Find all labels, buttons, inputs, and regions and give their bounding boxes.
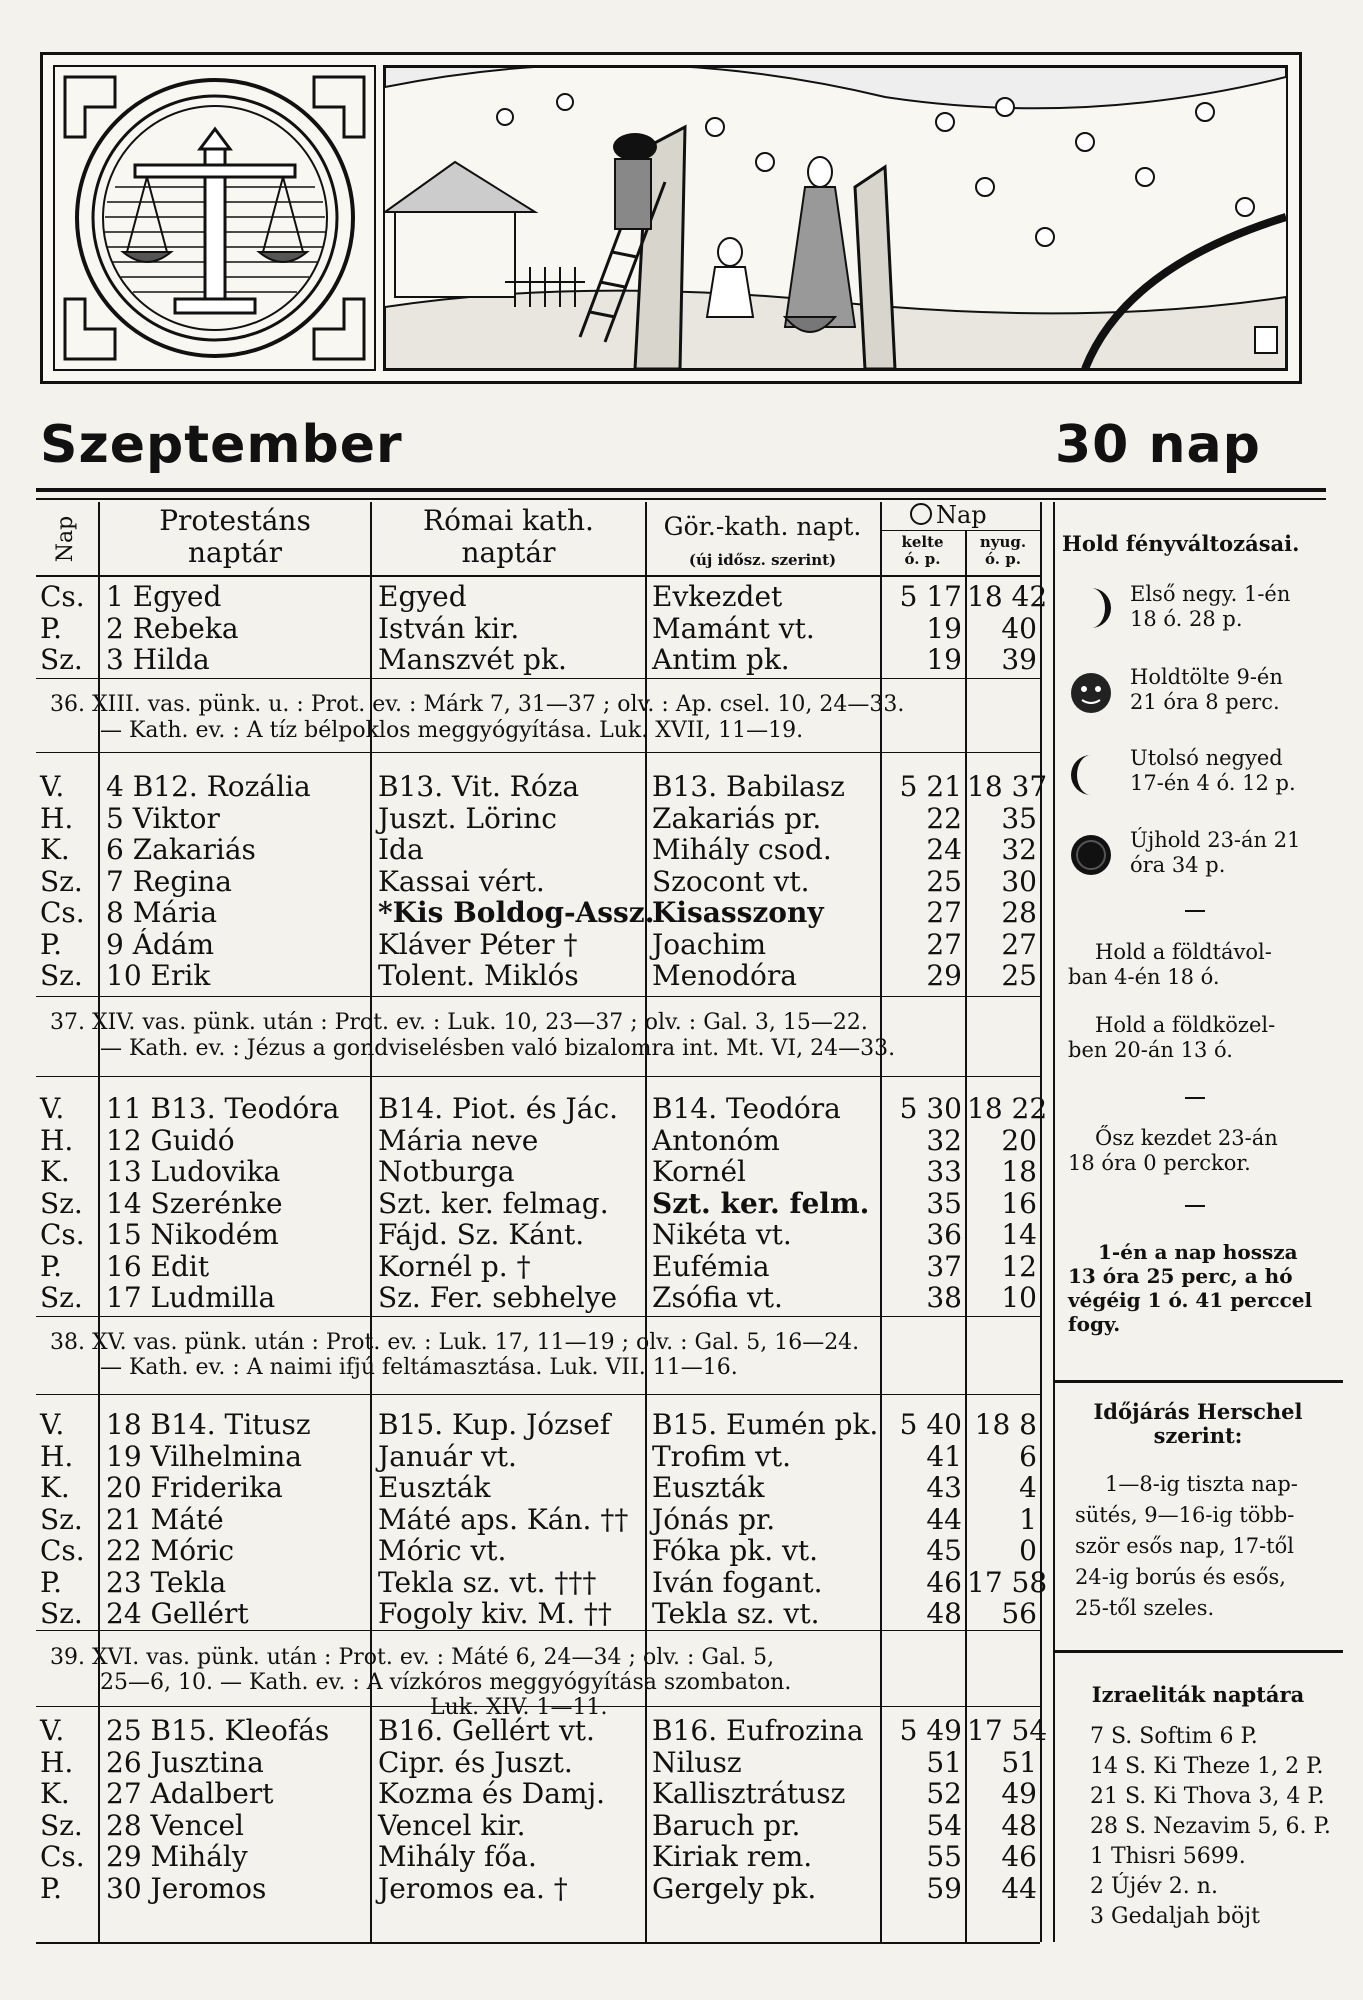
cell-n: 56 (1001, 1597, 1037, 1630)
cell-day: Cs. (40, 1218, 85, 1251)
cell-n: 18 (1001, 1155, 1037, 1188)
banner-illustration (40, 52, 1302, 384)
cell-rom: Mihály főa. (378, 1840, 537, 1873)
cell-prot: 1 Egyed (106, 580, 222, 613)
week-separator (36, 1630, 1040, 1631)
cell-gor: Baruch pr. (652, 1808, 801, 1842)
top-rule-thin (36, 498, 1326, 500)
israel-item: 2 Újév 2. n. (1090, 1874, 1218, 1899)
cell-day: Sz. (40, 1186, 83, 1220)
cell-prot: 17 Ludmilla (106, 1281, 276, 1314)
cell-prot: 15 Nikodém (106, 1218, 279, 1251)
cell-day: Sz. (40, 1597, 83, 1630)
cell-day: Sz. (40, 959, 83, 992)
cell-n: 0 (1019, 1534, 1037, 1567)
week-note: — Kath. ev. : A tíz bélpoklos meggyógyítása. Luk. XVII, 11—19. (100, 718, 804, 743)
cell-gor: Nilusz (652, 1745, 742, 1779)
cell-k: 59 (926, 1871, 962, 1905)
cell-prot: 8 Mária (106, 896, 218, 929)
header-gor-1: Gör.-kath. napt. (663, 512, 862, 541)
cell-n: 6 (1019, 1439, 1037, 1473)
cell-n: 39 (1001, 643, 1037, 676)
week-note: — Kath. ev. : A naimi ifjú feltámasztása. Luk. VII. 11—16. (100, 1355, 738, 1380)
cell-prot: 16 Edit (106, 1249, 210, 1283)
header-prot-2: naptár (188, 536, 282, 569)
cell-k: 45 (926, 1534, 962, 1567)
cell-prot: 21 Máté (106, 1502, 224, 1536)
cell-k: 22 (926, 801, 962, 835)
first-quarter-moon-icon (1068, 585, 1114, 631)
header-sun-label: Nap (936, 501, 987, 529)
cell-rom: Euszták (378, 1471, 491, 1504)
cell-rom: Kassai vért. (378, 864, 545, 898)
cell-k: 54 (926, 1808, 962, 1842)
cell-n: 27 (1001, 927, 1037, 961)
cell-gor: Kornél (652, 1155, 746, 1188)
weather-line-3: ször esős nap, 17-től (1075, 1534, 1294, 1558)
cell-day: K. (40, 1471, 70, 1504)
phase-4-line-1: Újhold 23-án 21 (1130, 828, 1301, 852)
israel-item: 3 Gedaljah böjt (1090, 1904, 1260, 1929)
cell-n: 51 (1001, 1745, 1037, 1779)
cell-rom: István kir. (378, 611, 520, 645)
israel-item: 28 S. Nezavim 5, 6. P. (1090, 1814, 1331, 1839)
cell-n: 48 (1001, 1808, 1037, 1842)
col-divider-side-2 (1053, 502, 1055, 1942)
header-nyug-1: nyug. (979, 533, 1027, 551)
israel-rule (1053, 1650, 1343, 1653)
cell-day: P. (40, 1565, 63, 1599)
cell-rom: Fájd. Sz. Kánt. (378, 1218, 585, 1251)
cell-n: 18 42 (967, 580, 1048, 613)
cell-rom: Manszvét pk. (378, 643, 567, 676)
cell-gor: Trofim vt. (652, 1439, 792, 1473)
cell-gor: B16. Eufrozina (652, 1714, 864, 1747)
sun-icon (910, 503, 932, 525)
week-separator (36, 1316, 1040, 1317)
apogee-line-2: ban 4-én 18 ó. (1068, 965, 1220, 989)
cell-n: 16 (1001, 1186, 1037, 1220)
cell-n: 46 (1001, 1840, 1037, 1873)
cell-rom: Szt. ker. felmag. (378, 1186, 609, 1220)
cell-prot: 5 Viktor (106, 801, 220, 835)
cell-n: 12 (1001, 1249, 1037, 1283)
top-rule (36, 488, 1326, 492)
libra-scales-emblem (53, 65, 376, 371)
cell-n: 10 (1001, 1281, 1037, 1314)
cell-rom: Vencel kir. (378, 1808, 526, 1842)
cell-n: 14 (1001, 1218, 1037, 1251)
cell-prot: 27 Adalbert (106, 1777, 274, 1810)
daylength-line-3: végéig 1 ó. 41 perccel (1068, 1288, 1313, 1312)
cell-k: 51 (926, 1745, 962, 1779)
cell-k: 5 30 (899, 1092, 962, 1125)
cell-rom: Cipr. és Juszt. (378, 1745, 573, 1779)
cell-k: 46 (926, 1565, 962, 1599)
cell-day: Sz. (40, 1502, 83, 1536)
apogee-line-1: Hold a földtávol- (1095, 940, 1272, 964)
cell-rom: B16. Gellért vt. (378, 1714, 595, 1747)
cell-rom: Móric vt. (378, 1534, 507, 1567)
cell-n: 20 (1001, 1123, 1037, 1157)
cell-rom: Tolent. Miklós (378, 959, 579, 992)
cell-gor: Nikéta vt. (652, 1218, 792, 1251)
cell-gor: Szocont vt. (652, 864, 810, 898)
cell-n: 35 (1001, 801, 1037, 835)
cell-prot: 14 Szerénke (106, 1186, 283, 1220)
cell-prot: 25 B15. Kleofás (106, 1714, 330, 1747)
cell-k: 36 (926, 1218, 962, 1251)
cell-n: 32 (1001, 833, 1037, 866)
cell-n: 40 (1001, 611, 1037, 645)
cell-k: 33 (926, 1155, 962, 1188)
cell-rom: Kornél p. † (378, 1249, 531, 1283)
cell-day: K. (40, 1155, 70, 1188)
week-separator (36, 996, 1040, 997)
cell-n: 18 37 (967, 770, 1048, 803)
week-note: Luk. XIV. 1—11. (430, 1695, 608, 1720)
cell-prot: 9 Ádám (106, 927, 215, 961)
full-moon-icon (1068, 670, 1114, 716)
phase-1-line-1: Első negy. 1-én (1130, 582, 1291, 606)
cell-rom: Kláver Péter † (378, 927, 578, 961)
cell-k: 27 (926, 896, 962, 929)
cell-rom: Jeromos ea. † (378, 1871, 568, 1905)
phase-3-line-1: Utolsó negyed (1130, 746, 1283, 770)
cell-rom: Mária neve (378, 1123, 539, 1157)
cell-day: P. (40, 1871, 63, 1905)
perigee-line-2: ben 20-án 13 ó. (1068, 1038, 1233, 1062)
cell-prot: 22 Móric (106, 1534, 235, 1567)
autumn-line-1: Ősz kezdet 23-án (1095, 1126, 1278, 1150)
cell-gor: Kiriak rem. (652, 1840, 813, 1873)
cell-k: 48 (926, 1597, 962, 1630)
cell-n: 17 54 (967, 1714, 1048, 1747)
week-separator (36, 1394, 1040, 1395)
cell-day: Sz. (40, 1281, 83, 1314)
cell-day: Cs. (40, 1534, 85, 1567)
cell-rom: Notburga (378, 1155, 515, 1188)
cell-gor: Eufémia (652, 1249, 770, 1283)
header-gor-2: (új idősz. szerint) (688, 551, 837, 569)
cell-k: 41 (926, 1439, 962, 1473)
cell-prot: 4 B12. Rozália (106, 770, 311, 803)
cell-k: 27 (926, 927, 962, 961)
cell-day: V. (40, 1408, 65, 1441)
perigee-line-1: Hold a földközel- (1095, 1013, 1276, 1037)
cell-n: 44 (1001, 1871, 1037, 1905)
cell-prot: 7 Regina (106, 864, 232, 898)
cell-prot: 26 Jusztina (106, 1745, 264, 1779)
weather-title-1: Időjárás Herschel (1093, 1399, 1303, 1424)
daylength-line-2: 13 óra 25 perc, a hó (1068, 1264, 1293, 1288)
sidebar-dash (1185, 910, 1205, 912)
cell-rom: Január vt. (378, 1439, 517, 1473)
cell-rom: B14. Piot. és Jác. (378, 1092, 619, 1125)
cell-day: P. (40, 1249, 63, 1283)
cell-n: 28 (1001, 896, 1037, 929)
cell-day: H. (40, 1123, 74, 1157)
cell-gor: Evkezdet (652, 580, 783, 613)
cell-day: V. (40, 1714, 65, 1747)
cell-gor: Mamánt vt. (652, 611, 815, 645)
cell-k: 52 (926, 1777, 962, 1810)
week-separator (36, 752, 1040, 753)
phase-1-line-2: 18 ó. 28 p. (1130, 607, 1243, 631)
cell-day: P. (40, 927, 63, 961)
week-note: 38. XV. vas. pünk. után : Prot. ev. : Luk. 17, 11—19 ; olv. : Gal. 5, 16—24. (50, 1330, 860, 1355)
cell-k: 5 21 (899, 770, 962, 803)
table-bottom-rule (36, 1942, 1040, 1944)
cell-gor: Kallisztrátusz (652, 1777, 846, 1810)
cell-prot: 23 Tekla (106, 1565, 227, 1599)
cell-rom: Máté aps. Kán. †† (378, 1502, 629, 1536)
cell-k: 19 (926, 643, 962, 676)
phase-2-line-1: Holdtölte 9-én (1130, 665, 1283, 689)
header-kelte-1: kelte (901, 533, 944, 551)
cell-prot: 29 Mihály (106, 1840, 248, 1873)
cell-k: 37 (926, 1249, 962, 1283)
cell-rom: Egyed (378, 580, 467, 613)
cell-k: 38 (926, 1281, 962, 1314)
cell-gor: Antonóm (652, 1123, 780, 1157)
week-note: 25—6, 10. — Kath. ev. : A vízkóros meggyógyítása szombaton. (100, 1670, 792, 1695)
cell-prot: 2 Rebeka (106, 611, 239, 645)
cell-k: 5 17 (899, 580, 962, 613)
cell-day: P. (40, 611, 63, 645)
cell-k: 19 (926, 611, 962, 645)
cell-gor: Antim pk. (652, 643, 790, 676)
week-note: 36. XIII. vas. pünk. u. : Prot. ev. : Márk 7, 31—37 ; olv. : Ap. csel. 10, 24—33. (50, 692, 905, 717)
header-bottom-rule (36, 575, 1040, 577)
cell-n: 30 (1001, 864, 1037, 898)
cell-gor: Zsófia vt. (652, 1281, 783, 1314)
autumn-line-2: 18 óra 0 perckor. (1068, 1151, 1251, 1175)
cell-gor: B15. Eumén pk. (652, 1408, 879, 1441)
cell-gor: B13. Babilasz (652, 770, 845, 803)
cell-rom: B15. Kup. József (378, 1408, 611, 1441)
cell-n: 49 (1001, 1777, 1037, 1810)
cell-prot: 30 Jeromos (106, 1871, 267, 1905)
header-kelte-2: ó. p. (904, 550, 941, 568)
cell-prot: 20 Friderika (106, 1471, 283, 1504)
cell-rom: Ida (378, 833, 424, 866)
weather-line-2: sütés, 9—16-ig több- (1075, 1503, 1295, 1527)
cell-prot: 6 Zakariás (106, 833, 256, 866)
cell-gor: Szt. ker. felm. (652, 1186, 870, 1220)
cell-rom: *Kis Boldog-Assz. (378, 896, 655, 929)
cell-day: Sz. (40, 643, 83, 676)
header-rom-1: Római kath. (423, 504, 594, 537)
sidebar-dash (1185, 1205, 1205, 1207)
week-note: — Kath. ev. : Jézus a gondviselésben való bizalomra int. Mt. VI, 24—33. (100, 1036, 896, 1061)
cell-day: H. (40, 1745, 74, 1779)
cell-n: 1 (1019, 1502, 1037, 1536)
cell-gor: Menodóra (652, 959, 797, 992)
israel-item: 7 S. Softim 6 P. (1090, 1724, 1258, 1749)
cell-gor: Euszták (652, 1471, 765, 1504)
phase-3-line-2: 17-én 4 ó. 12 p. (1130, 771, 1296, 795)
phase-4-line-2: óra 34 p. (1130, 853, 1226, 877)
header-nap: Nap (53, 515, 78, 563)
phase-2-line-2: 21 óra 8 perc. (1130, 690, 1280, 714)
week-note: 37. XIV. vas. pünk. után : Prot. ev. : Luk. 10, 23—37 ; olv. : Gal. 3, 15—22. (50, 1010, 868, 1035)
cell-n: 17 58 (967, 1565, 1048, 1599)
header-prot-1: Protestáns (159, 504, 311, 537)
cell-gor: Kisasszony (652, 896, 824, 929)
cell-day: Cs. (40, 896, 85, 929)
days-count: 30 nap (1055, 415, 1261, 475)
cell-k: 29 (926, 959, 962, 992)
cell-rom: Tekla sz. vt. ††† (378, 1565, 597, 1599)
cell-day: Cs. (40, 1840, 85, 1873)
cell-day: V. (40, 770, 65, 803)
cell-n: 25 (1001, 959, 1037, 992)
israel-item: 21 S. Ki Thova 3, 4 P. (1090, 1784, 1325, 1809)
sidebar-dash (1185, 1097, 1205, 1099)
last-quarter-moon-icon (1068, 752, 1114, 798)
cell-prot: 12 Guidó (106, 1123, 235, 1157)
cell-n: 18 8 (974, 1408, 1037, 1441)
israel-item: 1 Thisri 5699. (1090, 1844, 1246, 1869)
cell-gor: Fóka pk. vt. (652, 1534, 818, 1567)
cell-gor: Joachim (652, 927, 766, 961)
cell-gor: Mihály csod. (652, 833, 832, 866)
cell-day: Cs. (40, 580, 85, 613)
cell-prot: 19 Vilhelmina (106, 1439, 302, 1473)
cell-prot: 3 Hilda (106, 643, 210, 676)
cell-gor: Tekla sz. vt. (652, 1597, 820, 1630)
header-nyug-2: ó. p. (985, 550, 1021, 568)
moon-phases-title: Hold fényváltozásai. (1062, 531, 1300, 556)
cell-gor: Gergely pk. (652, 1871, 817, 1905)
israel-item: 14 S. Ki Theze 1, 2 P. (1090, 1754, 1324, 1779)
weather-line-5: 25-től szeles. (1075, 1596, 1215, 1620)
cell-prot: 13 Ludovika (106, 1155, 281, 1188)
cell-day: K. (40, 833, 70, 866)
cell-prot: 10 Erik (106, 959, 211, 992)
cell-day: H. (40, 1439, 74, 1473)
weather-line-4: 24-ig borús és esős, (1075, 1565, 1286, 1589)
weather-title-2: szerint: (1153, 1423, 1243, 1448)
header-sun (910, 500, 987, 530)
cell-rom: Kozma és Damj. (378, 1777, 606, 1810)
cell-day: V. (40, 1092, 65, 1125)
cell-gor: Jónás pr. (652, 1502, 776, 1536)
cell-gor: B14. Teodóra (652, 1092, 841, 1125)
cell-day: Sz. (40, 864, 83, 898)
cell-k: 24 (926, 833, 962, 866)
cell-day: K. (40, 1777, 70, 1810)
daylength-line-4: fogy. (1068, 1312, 1121, 1336)
cell-prot: 28 Vencel (106, 1808, 244, 1842)
apple-harvest-scene (383, 65, 1288, 371)
cell-prot: 24 Gellért (106, 1597, 249, 1630)
cell-gor: Iván fogant. (652, 1565, 823, 1599)
cell-k: 5 40 (899, 1408, 962, 1441)
cell-k: 44 (926, 1502, 962, 1536)
cell-k: 35 (926, 1186, 962, 1220)
cell-rom: B13. Vit. Róza (378, 770, 580, 803)
cell-n: 18 22 (967, 1092, 1048, 1125)
cell-n: 4 (1019, 1471, 1037, 1504)
header-sun-rule (880, 530, 1040, 531)
cell-k: 25 (926, 864, 962, 898)
header-rom-2: naptár (461, 536, 556, 569)
week-note: 39. XVI. vas. pünk. után : Prot. ev. : Máté 6, 24—34 ; olv. : Gal. 5, (50, 1645, 775, 1670)
new-moon-icon (1068, 832, 1114, 878)
weather-rule (1053, 1380, 1343, 1383)
cell-prot: 18 B14. Titusz (106, 1408, 311, 1441)
week-separator (36, 678, 1040, 679)
weather-line-1: 1—8-ig tiszta nap- (1105, 1472, 1298, 1496)
cell-day: H. (40, 801, 74, 835)
israel-title: Izraeliták naptára (1091, 1682, 1305, 1707)
cell-k: 55 (926, 1840, 962, 1873)
cell-prot: 11 B13. Teodóra (106, 1092, 340, 1125)
week-separator (36, 1076, 1040, 1077)
cell-k: 32 (926, 1123, 962, 1157)
cell-day: Sz. (40, 1808, 83, 1842)
cell-k: 43 (926, 1471, 962, 1504)
cell-rom: Juszt. Lörinc (378, 801, 557, 835)
daylength-line-1: 1-én a nap hossza (1098, 1240, 1298, 1264)
month-title: Szeptember (40, 415, 403, 475)
cell-k: 5 49 (899, 1714, 962, 1747)
cell-rom: Sz. Fer. sebhelye (378, 1281, 618, 1314)
cell-rom: Fogoly kiv. M. †† (378, 1597, 612, 1630)
cell-gor: Zakariás pr. (652, 801, 822, 835)
